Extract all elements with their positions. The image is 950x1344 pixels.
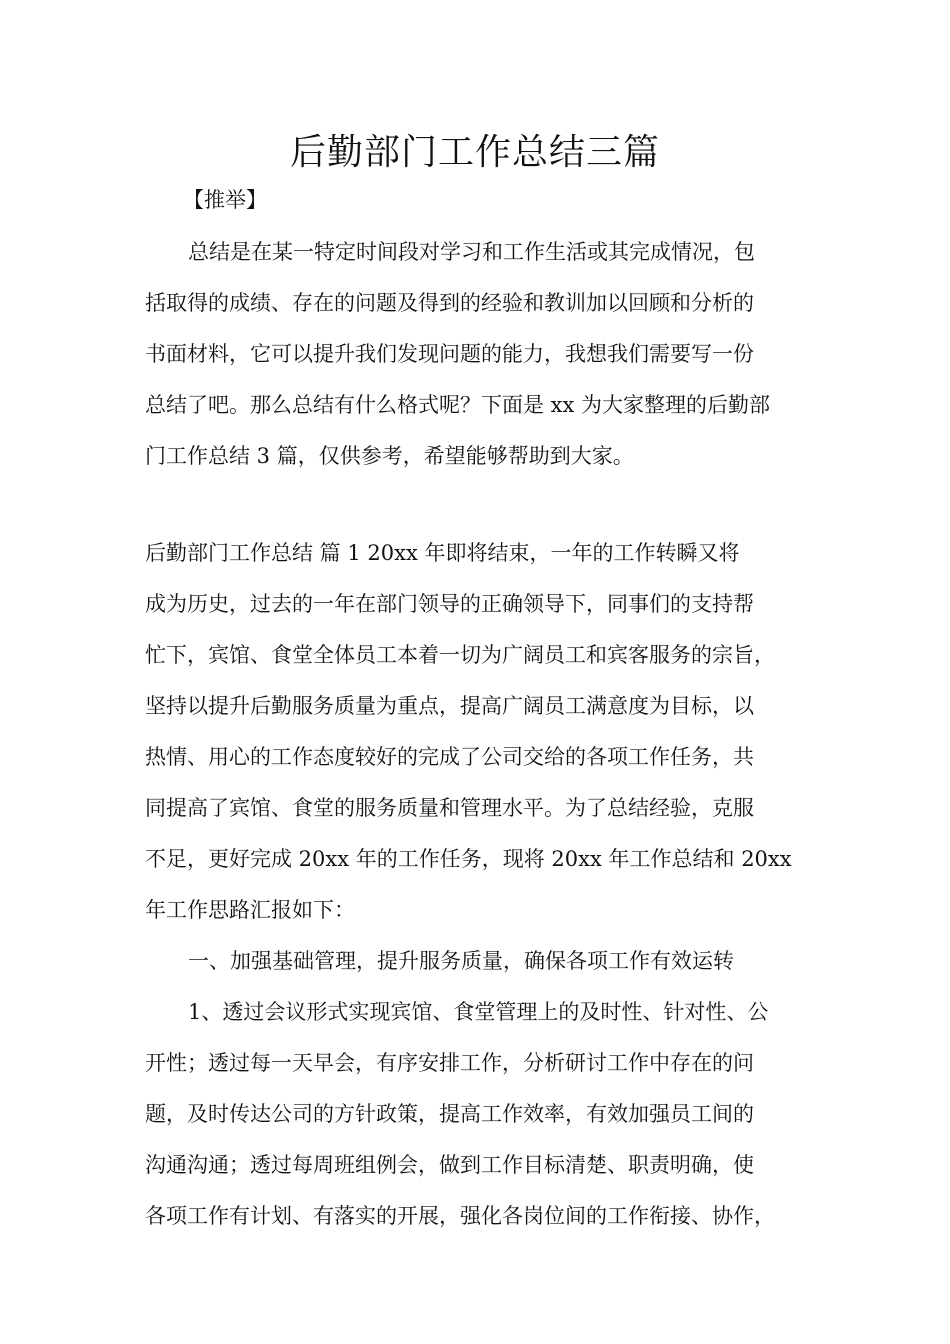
- item-line-1: 1、透过会议形式实现宾馆、食堂管理上的及时性、针对性、公: [188, 1000, 769, 1024]
- body-line-2: 成为历史，过去的一年在部门领导的正确领导下，同事们的支持帮: [145, 592, 754, 616]
- item-line-5: 各项工作有计划、有落实的开展，强化各岗位间的工作衔接、协作，: [145, 1204, 775, 1228]
- body-line-3: 忙下，宾馆、食堂全体员工本着一切为广阔员工和宾客服务的宗旨，: [145, 643, 775, 667]
- intro-line-4: 总结了吧。那么总结有什么格式呢？下面是 xx 为大家整理的后勤部: [145, 393, 771, 417]
- body-line-1: 后勤部门工作总结 篇 1 20xx 年即将结束，一年的工作转瞬又将: [145, 541, 740, 565]
- intro-line-2: 括取得的成绩、存在的问题及得到的经验和教训加以回顾和分析的: [145, 291, 754, 315]
- intro-line-3: 书面材料，它可以提升我们发现问题的能力，我想我们需要写一份: [145, 342, 754, 366]
- section-heading: 一、加强基础管理，提升服务质量，确保各项工作有效运转: [188, 949, 734, 973]
- document-title: 后勤部门工作总结三篇: [289, 132, 660, 173]
- item-line-2: 开性；透过每一天早会，有序安排工作，分析研讨工作中存在的问: [145, 1051, 754, 1075]
- intro-line-5: 门工作总结 3 篇，仅供参考，希望能够帮助到大家。: [145, 444, 634, 468]
- item-line-3: 题，及时传达公司的方针政策，提高工作效率，有效加强员工间的: [145, 1102, 754, 1126]
- intro-line-1: 总结是在某一特定时间段对学习和工作生活或其完成情况，包: [188, 240, 755, 264]
- body-line-5: 热情、用心的工作态度较好的完成了公司交给的各项工作任务，共: [145, 745, 754, 769]
- item-line-4: 沟通沟通；透过每周班组例会，做到工作目标清楚、职责明确，使: [145, 1153, 754, 1177]
- body-line-4: 坚持以提升后勤服务质量为重点，提高广阔员工满意度为目标，以: [145, 694, 754, 718]
- recommend-tag: 【推举】: [183, 188, 267, 212]
- body-line-8: 年工作思路汇报如下：: [145, 898, 355, 922]
- body-line-6: 同提高了宾馆、食堂的服务质量和管理水平。为了总结经验，克服: [145, 796, 754, 820]
- body-line-7: 不足，更好完成 20xx 年的工作任务，现将 20xx 年工作总结和 20xx: [145, 847, 792, 871]
